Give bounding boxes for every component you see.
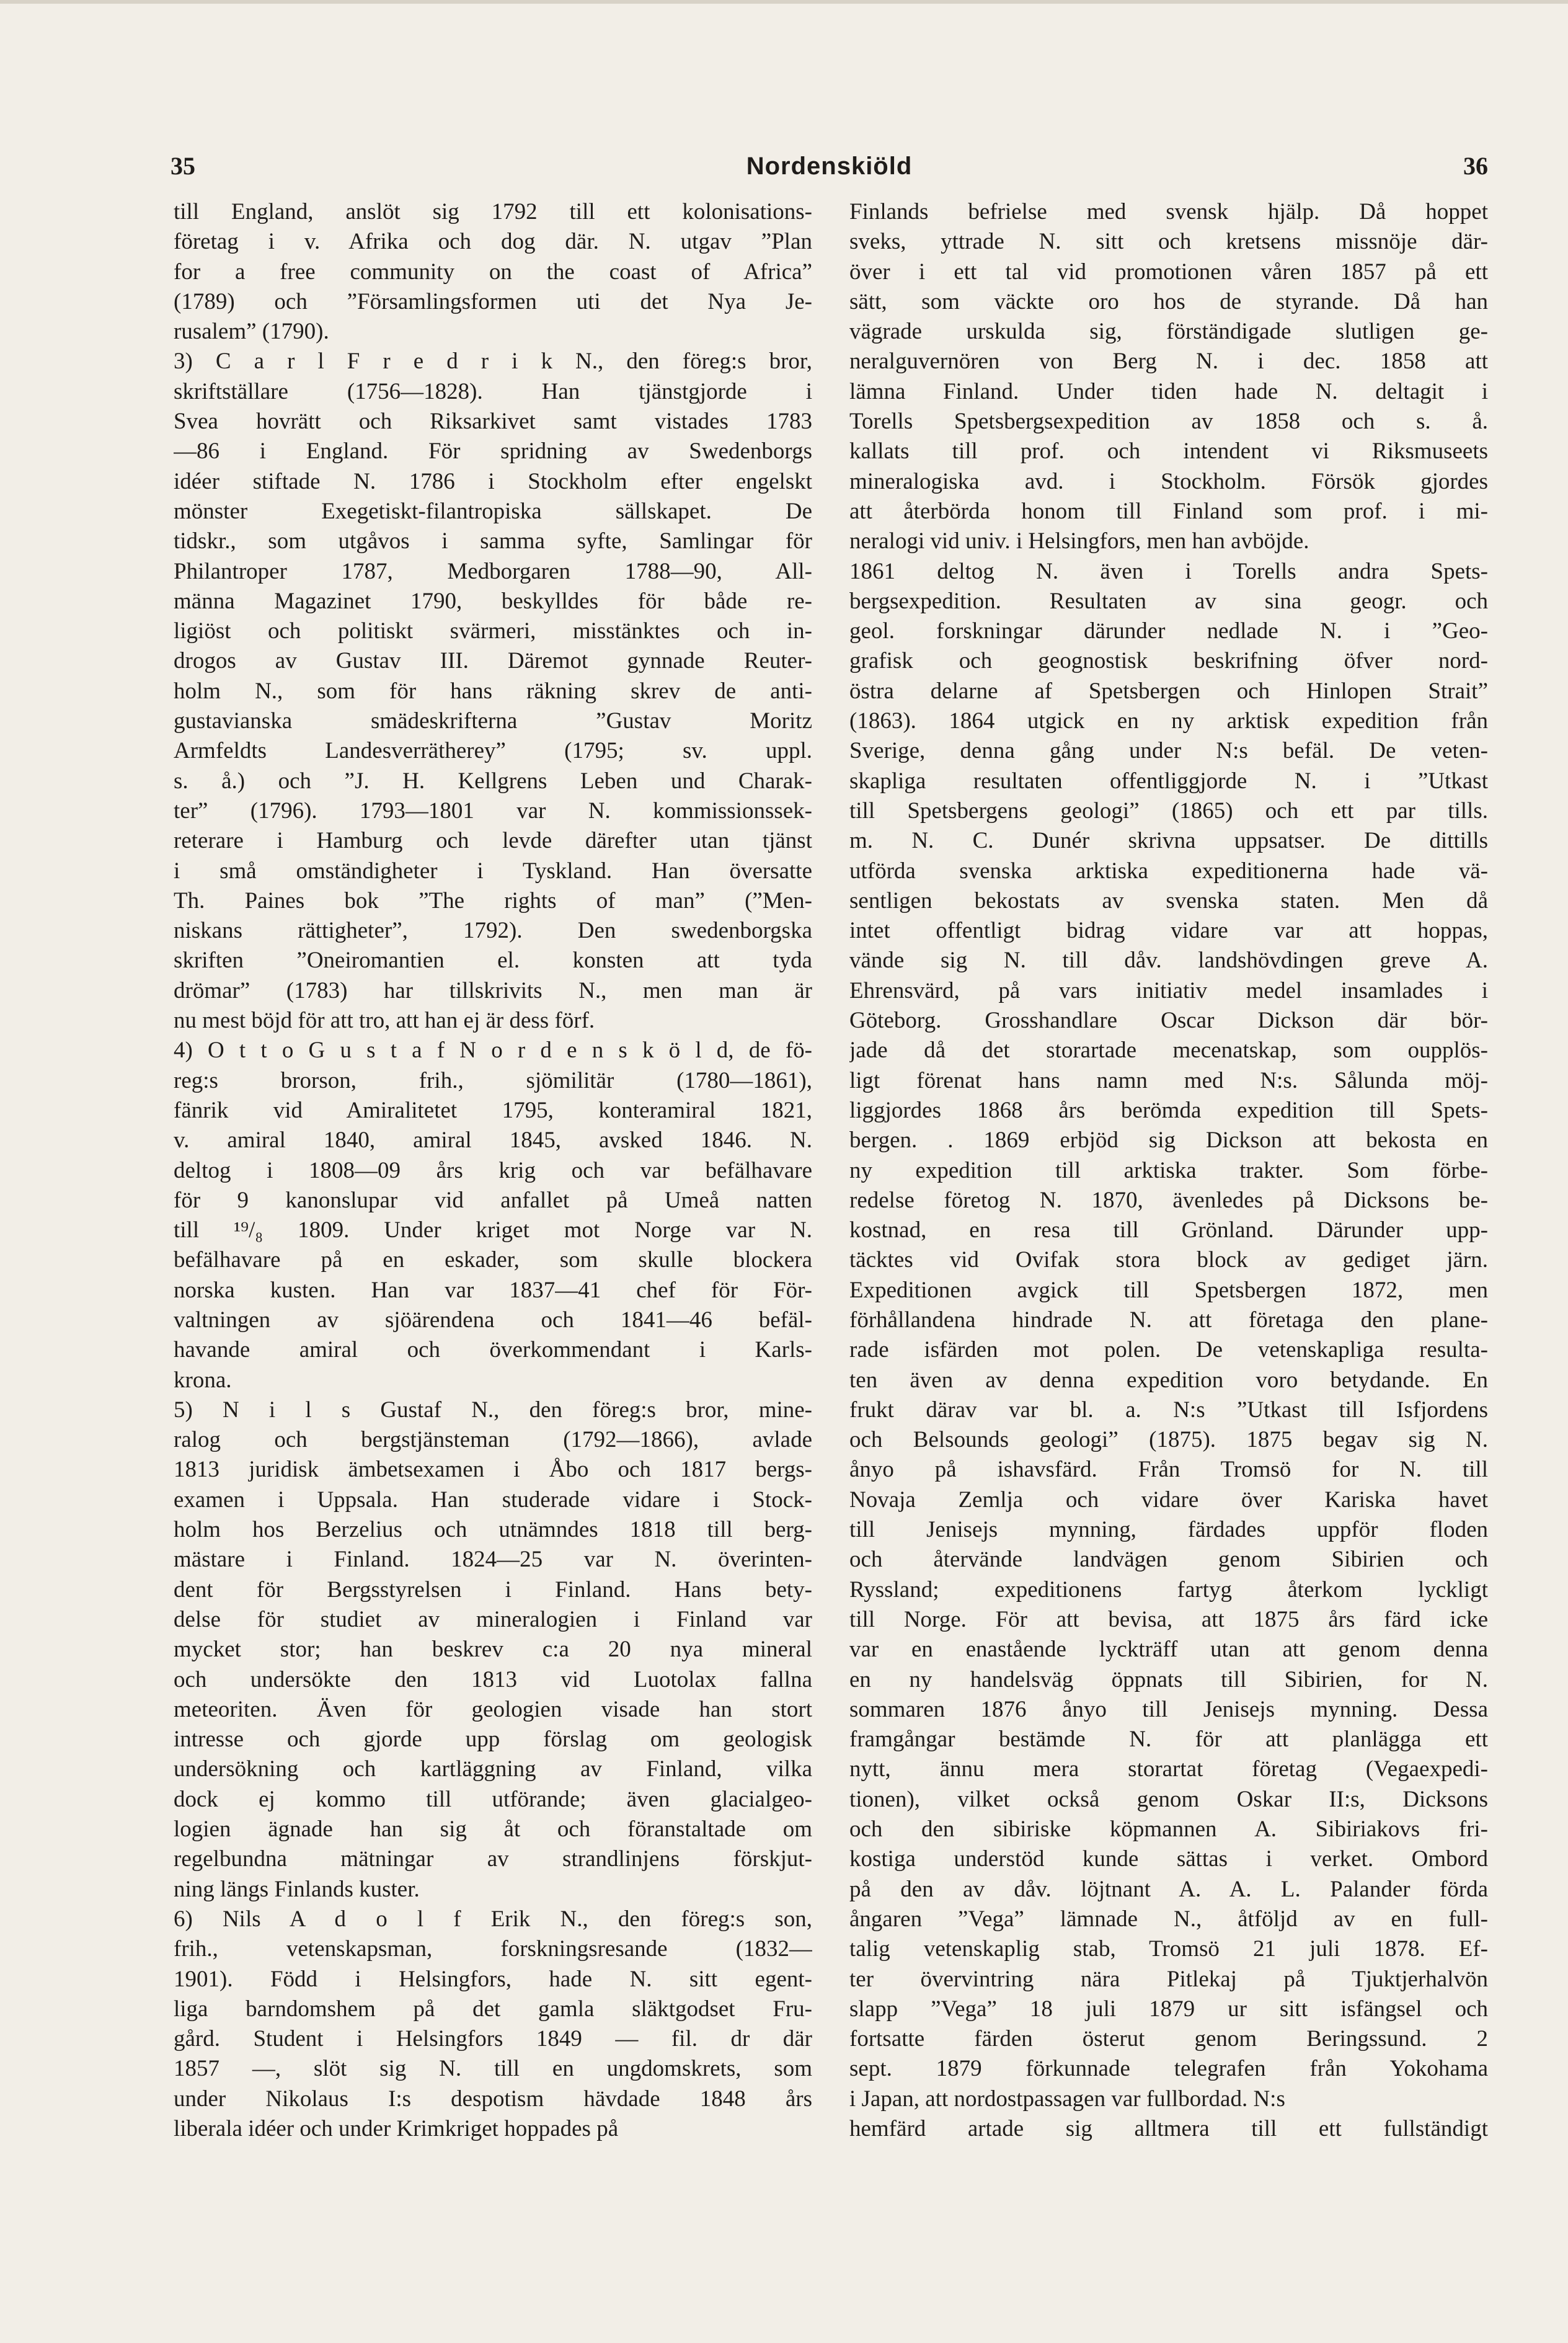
text-line: fortsatte färden österut genom Beringssund. 2 — [849, 2026, 1488, 2052]
text-line: att återbörda honom till Finland som prof. i mi- — [849, 498, 1488, 524]
text-line: mineralogiska avd. i Stockholm. Försök gjordes — [849, 468, 1488, 494]
text-line: nu mest böjd för att tro, att han ej är dess förf. — [174, 1008, 595, 1034]
text-line: företag i v. Afrika och dog där. N. utgav ”Plan — [174, 229, 812, 255]
text-line: Armfeldts Landesverrätherey” (1795; sv. uppl. — [174, 738, 812, 764]
text-line: kallats till prof. och intendent vi Riksmuseets — [849, 438, 1488, 465]
text-line: framgångar bestämde N. för att planlägga ett — [849, 1727, 1488, 1753]
text-line: mycket stor; han beskrev c:a 20 nya mineral — [174, 1637, 812, 1663]
text-line: mönster Exegetiskt-filantropiska sällskapet. De — [174, 498, 812, 524]
text-line: liga barndomshem på det gamla släktgodset Fru- — [174, 1996, 812, 2022]
text-line: sveks, yttrade N. sitt och kretsens missnöje där- — [849, 229, 1488, 255]
text-line: täcktes vid Ovifak stora block av gediget järn. — [849, 1247, 1488, 1273]
text-line: vägrade urskulda sig, förständigade slutligen ge- — [849, 319, 1488, 345]
text-line: Ehrensvärd, på vars initiativ medel insamlades i — [849, 977, 1488, 1003]
text-line: 1861 deltog N. även i Torells andra Spets- — [849, 558, 1488, 584]
text-line: deltog i 1808—09 års krig och var befälhavare — [174, 1157, 812, 1183]
text-line: tionen), vilket också genom Oskar II:s, Dicksons — [849, 1786, 1488, 1812]
text-line: 6) Nils A d o l f Erik N., den föreg:s son, — [174, 1906, 812, 1932]
text-line: förhållandena hindrade N. att företaga den plane- — [849, 1307, 1488, 1333]
text-line: grafisk och geognostisk beskrifning öfver nord- — [849, 648, 1488, 674]
text-line: Philantroper 1787, Medborgaren 1788—90, All- — [174, 558, 812, 584]
text-line: regelbundna mätningar av strandlinjens förskjut- — [174, 1846, 812, 1872]
text-line: Göteborg. Grosshandlare Oscar Dickson där bör- — [849, 1008, 1488, 1034]
text-line: intet offentligt bidrag vidare var att hoppas, — [849, 918, 1488, 944]
text-line: frukt därav var bl. a. N:s ”Utkast till Isfjordens — [849, 1397, 1488, 1423]
text-line: lämna Finland. Under tiden hade N. deltagit i — [849, 378, 1488, 404]
text-line: 1857 —, slöt sig N. till en ungdomskrets, som — [174, 2056, 812, 2082]
text-line: ten även av denna expedition voro betydande. En — [849, 1367, 1488, 1393]
text-line: Finlands befrielse med svensk hjälp. Då hoppet — [849, 199, 1488, 225]
text-line: ny expedition till arktiska trakter. Som förbe- — [849, 1157, 1488, 1183]
text-line: utförda svenska arktiska expeditionerna hade vä- — [849, 858, 1488, 884]
text-line: ter” (1796). 1793—1801 var N. kommissionssek- — [174, 798, 812, 824]
text-line: reg:s brorson, frih., sjömilitär (1780—1861), — [174, 1067, 812, 1093]
text-line: männa Magazinet 1790, beskylldes för både re- — [174, 588, 812, 614]
text-line: jade då det storartade mecenatskap, som oupplös- — [849, 1038, 1488, 1064]
left-column — [174, 197, 812, 2144]
text-line: till Spetsbergens geologi” (1865) och ett par tills. — [849, 798, 1488, 824]
text-line: —86 i England. För spridning av Swedenborgs — [174, 438, 812, 465]
text-line: ralog och bergstjänsteman (1792—1866), avlade — [174, 1427, 812, 1453]
text-line: 5) N i l s Gustaf N., den föreg:s bror, mine- — [174, 1397, 812, 1423]
text-line: meteoriten. Även för geologien visade han stort — [174, 1696, 812, 1722]
text-line: bergen. . 1869 erbjöd sig Dickson att bekosta en — [849, 1127, 1488, 1154]
text-line: gustavianska smädeskrifterna ”Gustav Moritz — [174, 708, 812, 734]
text-line: examen i Uppsala. Han studerade vidare i Stock- — [174, 1487, 812, 1513]
text-line: niskans rättigheter”, 1792). Den swedenborgska — [174, 918, 812, 944]
text-line: och Belsounds geologi” (1875). 1875 begav sig N. — [849, 1427, 1488, 1453]
text-line: kostnad, en resa till Grönland. Därunder upp- — [849, 1217, 1488, 1243]
text-line: var en enastående lyckträff utan att genom denna — [849, 1637, 1488, 1663]
text-line: havande amiral och överkommendant i Karls- — [174, 1337, 812, 1363]
text-line: for a free community on the coast of Africa” — [174, 259, 812, 285]
text-line: sept. 1879 förkunnade telegrafen från Yokohama — [849, 2056, 1488, 2082]
text-line: dock ej kommo till utförande; även glacialgeo- — [174, 1786, 812, 1812]
text-line: i små omständigheter i Tyskland. Han översatte — [174, 858, 812, 884]
text-line: idéer stiftade N. 1786 i Stockholm efter engelskt — [174, 468, 812, 494]
text-line: under Nikolaus I:s despotism hävdade 1848 års — [174, 2086, 812, 2112]
text-line: och återvände landvägen genom Sibirien och — [849, 1547, 1488, 1573]
text-line: och den sibiriske köpmannen A. Sibiriakovs fri- — [849, 1816, 1488, 1843]
text-line: norska kusten. Han var 1837—41 chef för För- — [174, 1277, 812, 1303]
text-line: en ny handelsväg öppnats till Sibirien, for N. — [849, 1666, 1488, 1692]
text-line: m. N. C. Dunér skrivna uppsatser. De dittills — [849, 828, 1488, 854]
text-line: och undersökte den 1813 vid Luotolax fallna — [174, 1666, 812, 1692]
page-header — [171, 148, 1488, 185]
text-line: ter övervintring nära Pitlekaj på Tjuktjerhalvön — [849, 1966, 1488, 1992]
text-line: rade isfärden mot polen. De vetenskapliga resulta- — [849, 1337, 1488, 1363]
text-line: tidskr., som utgåvos i samma syfte, Samlingar för — [174, 528, 812, 554]
text-line: Torells Spetsbergsexpedition av 1858 och s. å. — [849, 409, 1488, 435]
text-line: kostiga understöd kunde sättas i verket. Ombord — [849, 1846, 1488, 1872]
text-line: holm hos Berzelius och utnämndes 1818 till berg- — [174, 1517, 812, 1543]
text-line: Th. Paines bok ”The rights of man” (”Men- — [174, 887, 812, 914]
text-line: ligt förenat hans namn med N:s. Sålunda möj- — [849, 1067, 1488, 1093]
text-line: mästare i Finland. 1824—25 var N. överinten- — [174, 1547, 812, 1573]
text-line: logien ägnade han sig åt och föranstaltade om — [174, 1816, 812, 1843]
text-line: Expeditionen avgick till Spetsbergen 1872, men — [849, 1277, 1488, 1303]
text-line: östra delarne af Spetsbergen och Hinlopen Strait” — [849, 678, 1488, 704]
text-line: undersökning och kartläggning av Finland, vilka — [174, 1756, 812, 1782]
text-line: fänrik vid Amiralitetet 1795, konteramiral 1821, — [174, 1097, 812, 1123]
text-line: Svea hovrätt och Riksarkivet samt vistades 1783 — [174, 409, 812, 435]
text-line: (1789) och ”Församlingsformen uti det Nya Je- — [174, 288, 812, 314]
text-line: hemfärd artade sig alltmera till ett fullständigt — [849, 2116, 1488, 2141]
left-page-number: 35 — [171, 152, 195, 180]
text-line: på den av dåv. löjtnant A. A. L. Palander förda — [849, 1876, 1488, 1902]
text-line: till ¹⁹/₈ 1809. Under kriget mot Norge var N. — [174, 1217, 812, 1243]
text-line: i Japan, att nordostpassagen var fullbordad. N:s — [849, 2086, 1285, 2112]
text-line: ning längs Finlands kuster. — [174, 1876, 420, 1902]
text-line: befälhavare på en eskader, som skulle blockera — [174, 1247, 812, 1273]
text-line: neralguvernören von Berg N. i dec. 1858 att — [849, 349, 1488, 375]
text-line: redelse företog N. 1870, ävenledes på Dicksons be- — [849, 1187, 1488, 1213]
text-line: krona. — [174, 1367, 232, 1393]
text-line: 3) C a r l F r e d r i k N., den föreg:s bror, — [174, 349, 812, 375]
text-line: geol. forskningar därunder nedlade N. i ”Geo- — [849, 618, 1488, 644]
text-line: intresse och gjorde upp förslag om geologisk — [174, 1727, 812, 1753]
text-line: delse för studiet av mineralogien i Finland var — [174, 1606, 812, 1632]
text-line: (1863). 1864 utgick en ny arktisk expedition från — [849, 708, 1488, 734]
text-line: slapp ”Vega” 18 juli 1879 ur sitt isfängsel och — [849, 1996, 1488, 2022]
text-line: till Jenisejs mynning, färdades uppför floden — [849, 1517, 1488, 1543]
text-line: 4) O t t o G u s t a f N o r d e n s k ö l d, de fö- — [174, 1038, 812, 1064]
text-line: 1813 juridisk ämbetsexamen i Åbo och 1817 bergs- — [174, 1457, 812, 1483]
text-line: Novaja Zemlja och vidare över Kariska havet — [849, 1487, 1488, 1513]
text-line: sätt, som väckte oro hos de styrande. Då han — [849, 288, 1488, 314]
text-line: neralogi vid univ. i Helsingfors, men han avböjde. — [849, 528, 1309, 554]
text-line: drömar” (1783) har tillskrivits N., men man är — [174, 977, 812, 1003]
text-line: 1901). Född i Helsingfors, hade N. sitt egent- — [174, 1966, 812, 1992]
text-line: ligiöst och politiskt svärmeri, misstänktes och in- — [174, 618, 812, 644]
text-line: v. amiral 1840, amiral 1845, avsked 1846. N. — [174, 1127, 812, 1154]
text-line: reterare i Hamburg och levde därefter utan tjänst — [174, 828, 812, 854]
text-line: s. å.) och ”J. H. Kellgrens Leben und Charak- — [174, 768, 812, 794]
text-line: nytt, ännu mera storartat företag (Vegaexpedi- — [849, 1756, 1488, 1782]
text-line: ånyo på ishavsfärd. Från Tromsö for N. till — [849, 1457, 1488, 1483]
text-line: till England, anslöt sig 1792 till ett kolonisations- — [174, 199, 812, 225]
text-line: skriften ”Oneiromantien el. konsten att tyda — [174, 948, 812, 974]
text-line: vände sig N. till dåv. landshövdingen greve A. — [849, 948, 1488, 974]
text-line: liggjordes 1868 års berömda expedition till Spets- — [849, 1097, 1488, 1123]
right-column — [849, 197, 1488, 2144]
text-line: skriftställare (1756—1828). Han tjänstgjorde i — [174, 378, 812, 404]
text-line: Sverige, denna gång under N:s befäl. De veten- — [849, 738, 1488, 764]
text-line: ångaren ”Vega” lämnade N., åtföljd av en full- — [849, 1906, 1488, 1932]
text-line: sentligen bekostats av svenska staten. Men då — [849, 887, 1488, 914]
text-line: gård. Student i Helsingfors 1849 — fil. dr där — [174, 2026, 812, 2052]
right-page-number: 36 — [1463, 152, 1488, 180]
text-line: bergsexpedition. Resultaten av sina geogr. och — [849, 588, 1488, 614]
text-line: rusalem” (1790). — [174, 319, 329, 345]
running-head: Nordenskiöld — [746, 153, 913, 180]
text-line: för 9 kanonslupar vid anfallet på Umeå natten — [174, 1187, 812, 1213]
text-line: till Norge. För att bevisa, att 1875 års färd icke — [849, 1606, 1488, 1632]
text-line: talig vetenskaplig stab, Tromsö 21 juli 1878. Ef- — [849, 1936, 1488, 1962]
text-line: över i ett tal vid promotionen våren 1857 på ett — [849, 259, 1488, 285]
text-line: sommaren 1876 ånyo till Jenisejs mynning. Dessa — [849, 1696, 1488, 1722]
text-line: valtningen av sjöärendena och 1841—46 befäl- — [174, 1307, 812, 1333]
text-line: skapliga resultaten offentliggjorde N. i ”Utkast — [849, 768, 1488, 794]
text-line: frih., vetenskapsman, forskningsresande (1832— — [174, 1936, 812, 1962]
text-line: holm N., som för hans räkning skrev de anti- — [174, 678, 812, 704]
text-line: liberala idéer och under Krimkriget hoppades på — [174, 2116, 619, 2141]
text-line: Ryssland; expeditionens fartyg återkom lyckligt — [849, 1576, 1488, 1603]
text-line: dent för Bergsstyrelsen i Finland. Hans bety- — [174, 1576, 812, 1603]
text-line: drogos av Gustav III. Däremot gynnade Reuter- — [174, 648, 812, 674]
